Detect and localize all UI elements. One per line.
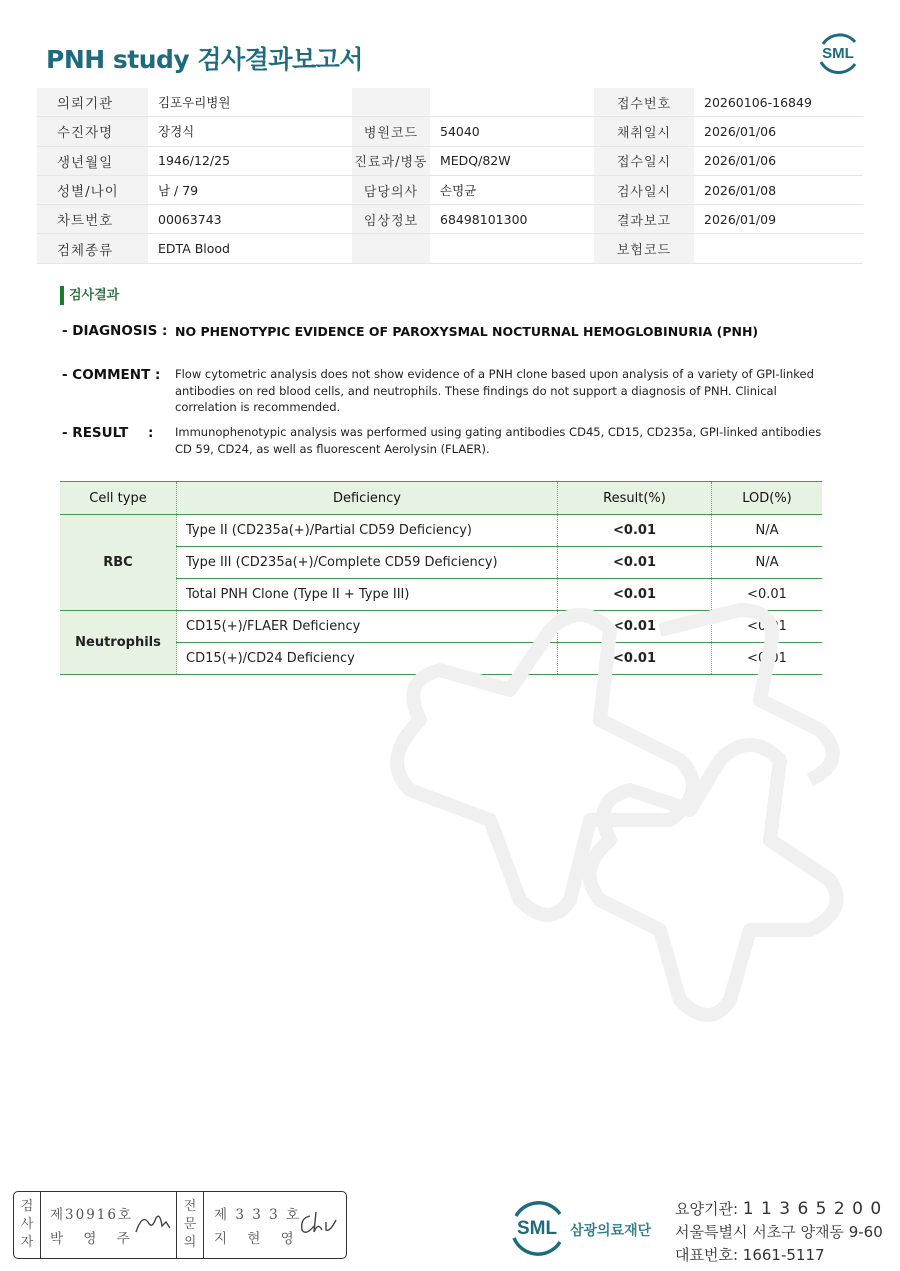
comment-text: Flow cytometric analysis does not show evidence of a PNH clone based upon analysis of a variety of GPI-linked antibodies on red blood cells, and neutrophils. These findings do not support a diagnosis of PNH. Clinical correlation is recommended.	[175, 367, 814, 414]
info-value: 1946/12/25	[148, 146, 352, 175]
info-row	[37, 88, 863, 117]
patient-info-table	[37, 88, 863, 264]
section-title: 검사결과	[60, 286, 119, 305]
info-value: 2026/01/06	[694, 117, 863, 146]
logo-text: SML	[822, 45, 854, 62]
watermark-cross-icon	[360, 590, 860, 1030]
info-value: 남 / 79	[148, 175, 352, 204]
sml-logo-icon	[815, 30, 861, 76]
lod-cell: N/A	[712, 547, 823, 579]
header-result: Result(%)	[558, 482, 712, 515]
diagnosis-text: NO PHENOTYPIC EVIDENCE OF PAROXYSMAL NOCTURNAL HEMOGLOBINURIA (PNH)	[175, 324, 759, 339]
info-label: 검사일시	[594, 175, 694, 204]
info-row	[37, 175, 863, 204]
info-value: EDTA Blood	[148, 234, 352, 263]
deficiency-cell: CD15(+)/CD24 Deficiency	[177, 643, 558, 675]
result-colon: :	[148, 425, 154, 441]
result-cell: <0.01	[558, 611, 712, 643]
phone: 대표번호: 1661-5117	[675, 1246, 825, 1264]
info-label: 보험코드	[594, 234, 694, 263]
result-label: - RESULT	[62, 425, 129, 441]
cell-type: RBC	[60, 515, 177, 611]
deficiency-cell: Total PNH Clone (Type II + Type III)	[177, 579, 558, 611]
info-row	[37, 234, 863, 263]
specialist-number: 제 3 3 3 호	[214, 1207, 302, 1223]
info-value: 2026/01/06	[694, 146, 863, 175]
org-name: 삼광의료재단	[570, 1223, 652, 1239]
tester-name: 박 영 주	[50, 1231, 138, 1247]
diagnosis-label: - DIAGNOSIS :	[62, 323, 168, 339]
specialist-signature-icon	[296, 1208, 340, 1238]
info-label: 수진자명	[37, 117, 148, 146]
specialist-name: 지 현 영	[214, 1231, 302, 1247]
address: 서울특별시 서초구 양재동 9-60	[675, 1223, 883, 1241]
info-value: MEDQ/82W	[430, 146, 594, 175]
signature-stamp	[13, 1191, 347, 1259]
institution-code: 요양기관: 1 1 3 6 5 2 0 0	[675, 1199, 883, 1219]
result-cell: <0.01	[558, 515, 712, 547]
tester-label: 검 사 자	[20, 1199, 34, 1250]
info-row	[37, 146, 863, 175]
info-value: 00063743	[148, 205, 352, 234]
table-row	[60, 515, 822, 547]
lod-cell: N/A	[712, 515, 823, 547]
comment-label: - COMMENT :	[62, 367, 161, 383]
info-value: 68498101300	[430, 205, 594, 234]
info-label: 검체종류	[37, 234, 148, 263]
info-value: 2026/01/09	[694, 205, 863, 234]
info-value: 장경식	[148, 117, 352, 146]
info-value	[694, 234, 863, 263]
footer-sml-logo-icon	[508, 1198, 566, 1256]
info-value: 2026/01/08	[694, 175, 863, 204]
info-label: 진료과/병동	[352, 146, 430, 175]
tester-number: 제30916호	[50, 1207, 134, 1223]
lod-cell: <0.01	[712, 579, 823, 611]
result-cell: <0.01	[558, 643, 712, 675]
info-label: 접수번호	[594, 88, 694, 117]
info-value: 손명균	[430, 175, 594, 204]
page-title: PNH study 검사결과보고서	[46, 45, 363, 74]
info-label: 병원코드	[352, 117, 430, 146]
result-text: Immunophenotypic analysis was performed using gating antibodies CD45, CD15, CD235a, GPI-linked antibodies CD 59, CD24, as well as fluorescent Aerolysin (FLAER).	[175, 425, 822, 456]
info-value: 54040	[430, 117, 594, 146]
info-label: 결과보고	[594, 205, 694, 234]
result-cell: <0.01	[558, 579, 712, 611]
info-row	[37, 117, 863, 146]
info-value	[430, 234, 594, 263]
deficiency-cell: Type III (CD235a(+)/Complete CD59 Deficiency)	[177, 547, 558, 579]
info-value	[430, 88, 594, 117]
result-cell: <0.01	[558, 547, 712, 579]
deficiency-cell: CD15(+)/FLAER Deficiency	[177, 611, 558, 643]
lod-cell: <0.01	[712, 611, 823, 643]
specialist-label: 전 문 의	[183, 1199, 197, 1250]
info-label: 임상정보	[352, 205, 430, 234]
info-label: 생년월일	[37, 146, 148, 175]
info-label: 의뢰기관	[37, 88, 148, 117]
info-value: 김포우리병원	[148, 88, 352, 117]
tester-signature-icon	[132, 1210, 174, 1238]
header-lod: LOD(%)	[712, 482, 823, 515]
info-label: 성별/나이	[37, 175, 148, 204]
footer-logo-text: SML	[516, 1218, 558, 1239]
info-row	[37, 205, 863, 234]
info-value: 20260106-16849	[694, 88, 863, 117]
info-label: 차트번호	[37, 205, 148, 234]
info-label: 담당의사	[352, 175, 430, 204]
cell-type: Neutrophils	[60, 611, 177, 675]
info-label	[352, 234, 430, 263]
deficiency-cell: Type II (CD235a(+)/Partial CD59 Deficiency)	[177, 515, 558, 547]
info-label: 접수일시	[594, 146, 694, 175]
header-deficiency: Deficiency	[177, 482, 558, 515]
info-label: 채취일시	[594, 117, 694, 146]
info-label	[352, 88, 430, 117]
header-cell-type: Cell type	[60, 482, 177, 515]
lod-cell: <0.01	[712, 643, 823, 675]
